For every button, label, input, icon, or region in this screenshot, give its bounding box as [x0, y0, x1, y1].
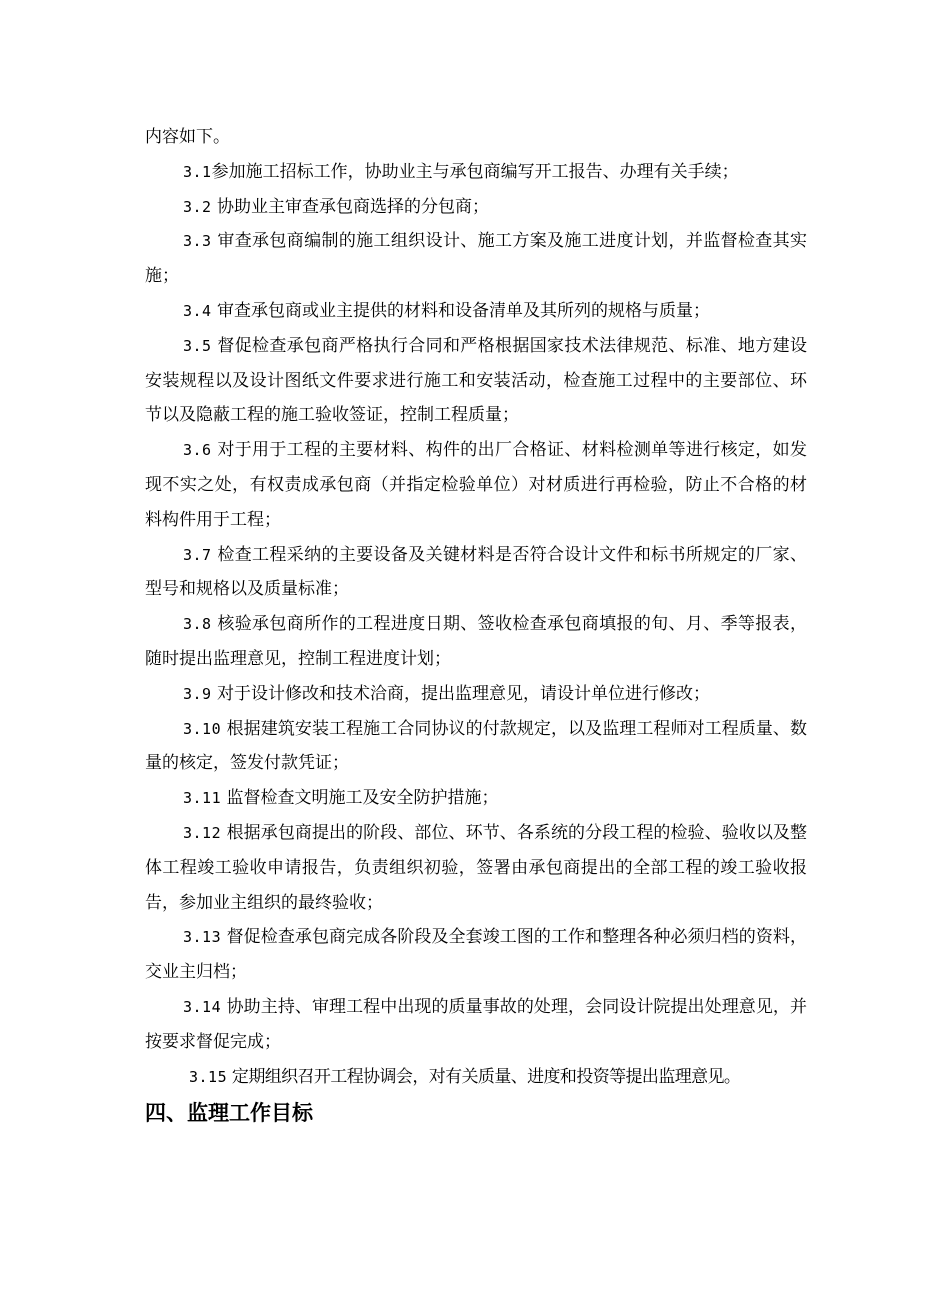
duty-item-number: 3.1	[183, 162, 212, 181]
duty-item-number: 3.14	[183, 997, 222, 1016]
duty-item-number: 3.11	[183, 789, 222, 808]
duty-item	[145, 433, 807, 537]
duty-item	[145, 816, 807, 920]
duty-item-number: 3.8	[183, 615, 212, 634]
duty-item	[145, 677, 807, 712]
duty-item-number: 3.12	[183, 823, 222, 842]
duty-item	[145, 190, 807, 225]
duty-item-text: 督促检查承包商完成各阶段及全套竣工图的工作和整理各种必须归档的资料，交业主归档；	[145, 927, 807, 983]
duty-item	[145, 294, 807, 329]
duty-item-text: 协助业主审查承包商选择的分包商；	[211, 196, 489, 217]
duty-item-number: 3.10	[183, 719, 222, 738]
duty-item-number: 3.2	[183, 197, 212, 216]
duty-item-text: 核验承包商所作的工程进度日期、签收检查承包商填报的旬、月、季等报表，随时提出监理意见，控制工程进度计划；	[145, 614, 807, 669]
duty-item	[145, 990, 807, 1060]
duty-item	[145, 712, 807, 782]
duty-item-text: 根据建筑安装工程施工合同协议的付款规定，以及监理工程师对工程质量、数量的核定，签发付款凭证；	[145, 718, 807, 774]
duty-item-3-15	[145, 1060, 807, 1095]
intro-line: 内容如下。	[145, 127, 230, 147]
duty-item-text: 对于用于工程的主要材料、构件的出厂合格证、材料检测单等进行核定，如发现不实之处，有权责成承包商（并指定检验单位）对材质进行再检验，防止不合格的材料构件用于工程；	[145, 440, 807, 530]
duty-item	[145, 329, 807, 433]
duty-list	[145, 155, 807, 1060]
duty-item	[145, 920, 807, 990]
duty-item-number: 3.15	[189, 1067, 228, 1086]
duty-item-number: 3.5	[183, 336, 212, 355]
duty-item-number: 3.4	[183, 301, 212, 320]
duty-item-text: 定期组织召开工程协调会，对有关质量、进度和投资等提出监理意见。	[227, 1066, 741, 1087]
duty-item-text: 根据承包商提出的阶段、部位、环节、各系统的分段工程的检验、验收以及整体工程竣工验收申请报告，负责组织初验，签署由承包商提出的全部工程的竣工验收报告，参加业主组织的最终验收；	[145, 822, 807, 913]
duty-item-number: 3.9	[183, 684, 212, 703]
duty-item-number: 3.13	[183, 928, 222, 947]
duty-item	[145, 607, 807, 677]
duty-item-text: 监督检查文明施工及安全防护措施；	[221, 788, 499, 809]
duty-item-text: 检查工程采纳的主要设备及关键材料是否符合设计文件和标书所规定的厂家、型号和规格以及质量标准；	[145, 544, 807, 600]
duty-item-number: 3.3	[183, 232, 212, 251]
duty-item-number: 3.7	[183, 545, 212, 564]
duty-item-text: 审查承包商编制的施工组织设计、施工方案及施工进度计划，并监督检查其实施；	[145, 231, 807, 287]
duty-item	[145, 781, 807, 816]
duty-item	[145, 538, 807, 608]
document-body	[145, 120, 807, 1130]
duty-item	[145, 224, 807, 294]
duty-item-text: 参加施工招标工作，协助业主与承包商编写开工报告、办理有关手续；	[211, 161, 739, 182]
duty-item-text: 督促检查承包商严格执行合同和严格根据国家技术法律规范、标准、地方建设安装规程以及设计图纸文件要求进行施工和安装活动，检查施工过程中的主要部位、环节以及隐蔽工程的施工验收签证，控制工程质量；	[145, 335, 807, 426]
section-heading: 四、监理工作目标	[145, 1101, 313, 1126]
duty-item	[145, 155, 807, 190]
duty-item-text: 协助主持、审理工程中出现的质量事故的处理，会同设计院提出处理意见，并按要求督促完成；	[145, 996, 807, 1052]
duty-item-text: 对于设计修改和技术洽商，提出监理意见，请设计单位进行修改；	[211, 683, 710, 704]
duty-item-text: 审查承包商或业主提供的材料和设备清单及其所列的规格与质量；	[211, 300, 710, 321]
duty-item-number: 3.6	[183, 441, 212, 460]
